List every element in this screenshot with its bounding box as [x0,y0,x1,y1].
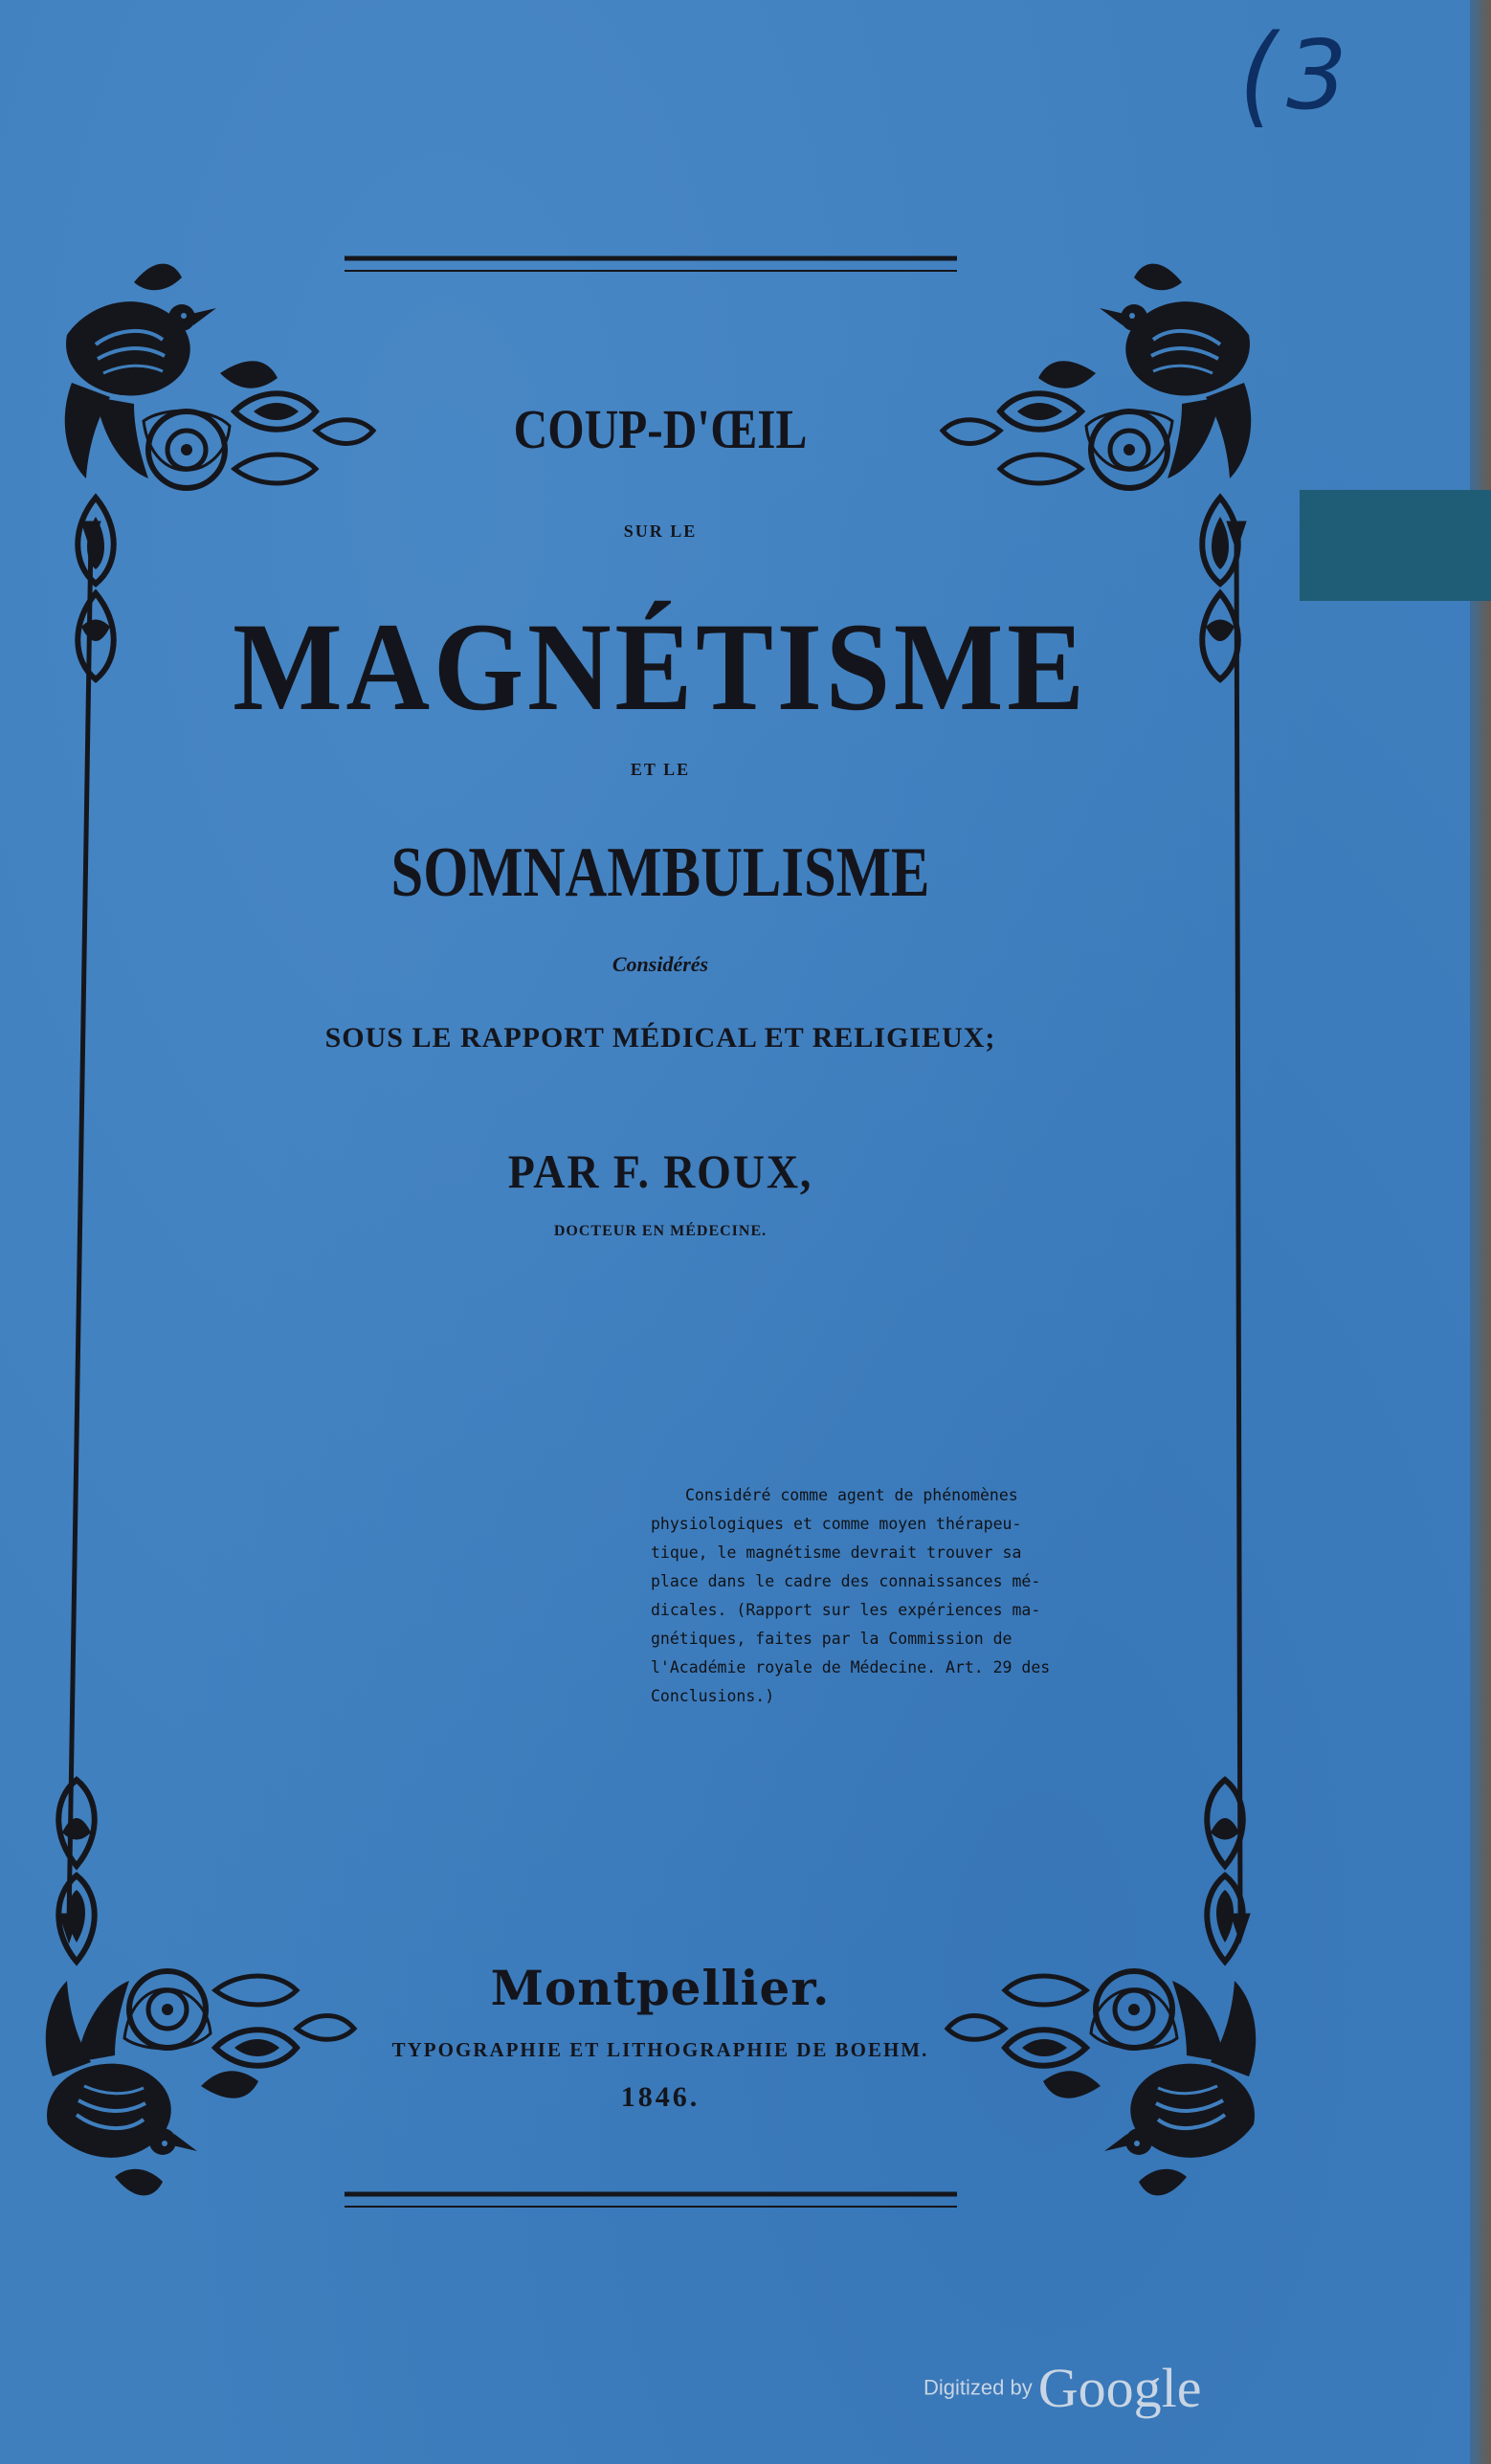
imprint-year: 1846. [620,2081,701,2113]
epigraph-line: place dans le cadre des connaissances mé- [651,1572,1041,1590]
title-line-somnambulisme: SOMNAMBULISME [390,833,930,912]
imprint-city: Montpellier. [490,1960,831,2016]
epigraph-line: Conclusions.) [651,1687,775,1705]
author-degree: DOCTEUR EN MÉDECINE. [553,1223,768,1239]
epigraph-line: l'Académie royale de Médecine. Art. 29 des [651,1658,1051,1676]
watermark-prefix: Digitized by [924,2375,1033,2400]
epigraph-line: tique, le magnétisme devrait trouver sa [651,1543,1022,1562]
watermark-brand: Google [1037,2357,1202,2419]
title-line-et-le: ET LE [630,760,691,779]
title-line-coup-doeil: COUP-D'ŒIL [513,398,808,460]
epigraph-line: physiologiques et comme moyen thérapeu- [651,1515,1022,1533]
title-line-magnetisme: MAGNÉTISME [233,596,1088,737]
shelfmark: ( 3 [1239,11,1347,140]
epigraph-line: Considéré comme agent de phénomènes [685,1486,1018,1504]
epigraph-line: gnétiques, faites par la Commission de [651,1630,1013,1648]
author-name: PAR F. ROUX, [507,1144,813,1198]
digitized-watermark [924,2356,1201,2420]
epigraph-line: dicales. (Rapport sur les expériences ma- [651,1601,1041,1619]
imprint-printer: TYPOGRAPHIE ET LITHOGRAPHIE DE BOEHM. [391,2038,929,2061]
title-line-rapport: SOUS LE RAPPORT MÉDICAL ET RELIGIEUX; [324,1022,996,1054]
title-line-consideres: Considérés [612,952,709,976]
title-line-sur-le: SUR LE [623,522,698,541]
epigraph [651,1481,1129,1711]
